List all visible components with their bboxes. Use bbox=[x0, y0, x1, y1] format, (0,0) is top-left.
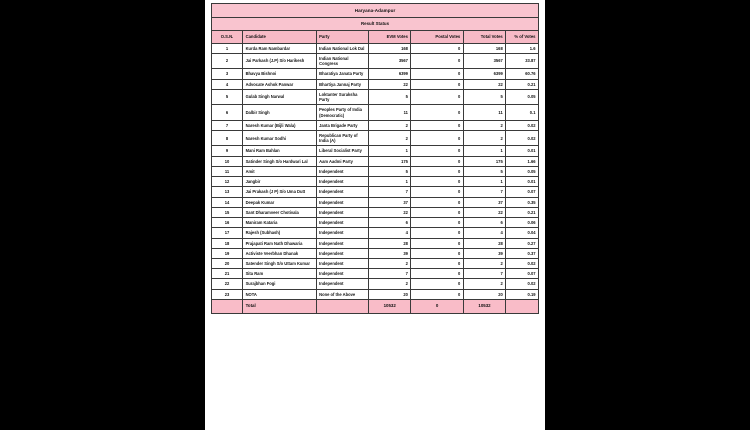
cell-party: Independent bbox=[316, 248, 368, 258]
cell-osn: 16 bbox=[212, 218, 243, 228]
cell-candidate: Satender Singh S/o Uttam Kumar bbox=[243, 259, 317, 269]
cell-candidate: Naresh Kumar Sodhi bbox=[243, 130, 317, 145]
cell-postal-votes: 0 bbox=[411, 89, 463, 104]
table-header bbox=[212, 4, 539, 44]
cell-total-votes: 5 bbox=[463, 89, 506, 104]
cell-candidate: Maniram Kataria bbox=[243, 218, 317, 228]
cell-postal-votes: 0 bbox=[411, 228, 463, 238]
table-row bbox=[212, 228, 539, 238]
cell-candidate: Advocate Ashok Panwar bbox=[243, 79, 317, 89]
cell-osn: 15 bbox=[212, 207, 243, 217]
cell-total-votes: 2 bbox=[463, 130, 506, 145]
cell-osn: 3 bbox=[212, 69, 243, 79]
cell-candidate: Gulab Singh Narwal bbox=[243, 89, 317, 104]
table-row bbox=[212, 89, 539, 104]
cell-postal-votes: 0 bbox=[411, 279, 463, 289]
cell-total-votes: 3567 bbox=[463, 53, 506, 68]
total-osn-cell bbox=[212, 299, 243, 313]
cell-evm-votes: 11 bbox=[368, 105, 411, 120]
cell-evm-votes: 2 bbox=[368, 130, 411, 145]
cell-total-votes: 11 bbox=[463, 105, 506, 120]
cell-percent-votes: 0.21 bbox=[506, 207, 539, 217]
table-row bbox=[212, 177, 539, 187]
cell-evm-votes: 2 bbox=[368, 279, 411, 289]
cell-total-votes: 1 bbox=[463, 177, 506, 187]
cell-osn: 21 bbox=[212, 269, 243, 279]
cell-total-votes: 6 bbox=[463, 218, 506, 228]
table-row bbox=[212, 130, 539, 145]
cell-candidate: Deepak Kumar bbox=[243, 197, 317, 207]
cell-osn: 7 bbox=[212, 120, 243, 130]
cell-percent-votes: 0.02 bbox=[506, 130, 539, 145]
cell-party: Aam Aadmi Party bbox=[316, 156, 368, 166]
table-row bbox=[212, 269, 539, 279]
cell-osn: 6 bbox=[212, 105, 243, 120]
cell-evm-votes: 22 bbox=[368, 207, 411, 217]
cell-osn: 4 bbox=[212, 79, 243, 89]
cell-evm-votes: 5 bbox=[368, 166, 411, 176]
cell-party: Janta Brigade Party bbox=[316, 120, 368, 130]
column-header-osn: O.S.N. bbox=[212, 30, 243, 43]
cell-party: Independent bbox=[316, 269, 368, 279]
table-row bbox=[212, 289, 539, 299]
cell-osn: 1 bbox=[212, 43, 243, 53]
column-header-postal-votes: Postal Votes bbox=[411, 30, 463, 43]
document-page bbox=[205, 0, 545, 430]
cell-evm-votes: 1 bbox=[368, 146, 411, 156]
cell-evm-votes: 20 bbox=[368, 289, 411, 299]
cell-evm-votes: 37 bbox=[368, 197, 411, 207]
cell-total-votes: 2 bbox=[463, 279, 506, 289]
cell-party: Independent bbox=[316, 218, 368, 228]
table-row bbox=[212, 166, 539, 176]
cell-postal-votes: 0 bbox=[411, 187, 463, 197]
cell-osn: 11 bbox=[212, 166, 243, 176]
cell-osn: 23 bbox=[212, 289, 243, 299]
cell-postal-votes: 0 bbox=[411, 177, 463, 187]
cell-postal-votes: 0 bbox=[411, 197, 463, 207]
cell-candidate: Mani Ram Bahlan bbox=[243, 146, 317, 156]
cell-percent-votes: 0.02 bbox=[506, 279, 539, 289]
cell-party: Liberal Socialist Party bbox=[316, 146, 368, 156]
cell-postal-votes: 0 bbox=[411, 69, 463, 79]
total-postal-votes: 0 bbox=[411, 299, 463, 313]
cell-percent-votes: 0.37 bbox=[506, 248, 539, 258]
cell-party: Independent bbox=[316, 228, 368, 238]
cell-candidate: Jai Prakash (J P) S/o Uma Dutt bbox=[243, 187, 317, 197]
cell-postal-votes: 0 bbox=[411, 207, 463, 217]
cell-evm-votes: 6399 bbox=[368, 69, 411, 79]
constituency-title-row bbox=[212, 4, 539, 18]
total-label-cell: Total bbox=[243, 299, 317, 313]
cell-osn: 9 bbox=[212, 146, 243, 156]
cell-party: Loktanter Suraksha Party bbox=[316, 89, 368, 104]
cell-candidate: Dalbir Singh bbox=[243, 105, 317, 120]
cell-total-votes: 20 bbox=[463, 289, 506, 299]
table-row bbox=[212, 146, 539, 156]
cell-postal-votes: 0 bbox=[411, 248, 463, 258]
table-row bbox=[212, 259, 539, 269]
cell-postal-votes: 0 bbox=[411, 218, 463, 228]
cell-percent-votes: 1.66 bbox=[506, 156, 539, 166]
cell-evm-votes: 28 bbox=[368, 238, 411, 248]
table-row bbox=[212, 248, 539, 258]
cell-total-votes: 5 bbox=[463, 166, 506, 176]
table-row bbox=[212, 197, 539, 207]
result-status-row bbox=[212, 17, 539, 30]
cell-party: Republican Party of India (A) bbox=[316, 130, 368, 145]
cell-evm-votes: 1 bbox=[368, 177, 411, 187]
cell-party: Independent bbox=[316, 166, 368, 176]
cell-candidate: NOTA bbox=[243, 289, 317, 299]
election-result-table bbox=[211, 3, 539, 314]
cell-candidate: Jai Parkash (J.P) S/o Harikesh bbox=[243, 53, 317, 68]
cell-evm-votes: 2 bbox=[368, 259, 411, 269]
cell-total-votes: 1 bbox=[463, 146, 506, 156]
column-header-candidate: Candidate bbox=[243, 30, 317, 43]
cell-evm-votes: 7 bbox=[368, 269, 411, 279]
cell-percent-votes: 0.02 bbox=[506, 120, 539, 130]
cell-percent-votes: 0.07 bbox=[506, 187, 539, 197]
cell-party: Bharatiya Janata Party bbox=[316, 69, 368, 79]
cell-total-votes: 168 bbox=[463, 43, 506, 53]
cell-postal-votes: 0 bbox=[411, 105, 463, 120]
column-header-party: Party bbox=[316, 30, 368, 43]
column-header-total-votes: Total Votes bbox=[463, 30, 506, 43]
cell-total-votes: 175 bbox=[463, 156, 506, 166]
cell-candidate: Rajesh (Subhash) bbox=[243, 228, 317, 238]
cell-percent-votes: 0.35 bbox=[506, 197, 539, 207]
cell-party: Independent bbox=[316, 259, 368, 269]
cell-evm-votes: 39 bbox=[368, 248, 411, 258]
total-row bbox=[212, 299, 539, 313]
cell-candidate: Activiste Veerbhan Dhanak bbox=[243, 248, 317, 258]
cell-osn: 19 bbox=[212, 248, 243, 258]
cell-evm-votes: 175 bbox=[368, 156, 411, 166]
cell-party: Indian National Congress bbox=[316, 53, 368, 68]
table-row bbox=[212, 120, 539, 130]
cell-candidate: Naresh Kumar (Bijli Wala) bbox=[243, 120, 317, 130]
cell-postal-votes: 0 bbox=[411, 120, 463, 130]
cell-percent-votes: 33.87 bbox=[506, 53, 539, 68]
cell-total-votes: 39 bbox=[463, 248, 506, 258]
cell-candidate: Kurda Ram Nambardar bbox=[243, 43, 317, 53]
cell-postal-votes: 0 bbox=[411, 259, 463, 269]
cell-percent-votes: 0.19 bbox=[506, 289, 539, 299]
cell-party: Indian National Lok Dal bbox=[316, 43, 368, 53]
cell-percent-votes: 0.21 bbox=[506, 79, 539, 89]
cell-osn: 20 bbox=[212, 259, 243, 269]
cell-party: Independent bbox=[316, 187, 368, 197]
result-status-label: Result Status bbox=[212, 17, 539, 30]
cell-osn: 13 bbox=[212, 187, 243, 197]
cell-postal-votes: 0 bbox=[411, 289, 463, 299]
cell-postal-votes: 0 bbox=[411, 238, 463, 248]
table-row bbox=[212, 53, 539, 68]
cell-osn: 5 bbox=[212, 89, 243, 104]
cell-osn: 14 bbox=[212, 197, 243, 207]
cell-percent-votes: 0.1 bbox=[506, 105, 539, 120]
cell-postal-votes: 0 bbox=[411, 130, 463, 145]
cell-osn: 8 bbox=[212, 130, 243, 145]
cell-party: Independent bbox=[316, 238, 368, 248]
cell-party: Independent bbox=[316, 207, 368, 217]
cell-evm-votes: 4 bbox=[368, 228, 411, 238]
cell-osn: 2 bbox=[212, 53, 243, 68]
table-row bbox=[212, 69, 539, 79]
cell-percent-votes: 60.76 bbox=[506, 69, 539, 79]
cell-postal-votes: 0 bbox=[411, 43, 463, 53]
cell-osn: 12 bbox=[212, 177, 243, 187]
cell-candidate: Sita Ram bbox=[243, 269, 317, 279]
cell-candidate: Satinder Singh S/o Hardwari Lal bbox=[243, 156, 317, 166]
cell-total-votes: 22 bbox=[463, 207, 506, 217]
cell-postal-votes: 0 bbox=[411, 269, 463, 279]
cell-percent-votes: 0.27 bbox=[506, 238, 539, 248]
cell-total-votes: 7 bbox=[463, 187, 506, 197]
cell-percent-votes: 0.05 bbox=[506, 89, 539, 104]
total-percent bbox=[506, 299, 539, 313]
table-body bbox=[212, 43, 539, 299]
cell-percent-votes: 1.6 bbox=[506, 43, 539, 53]
cell-evm-votes: 168 bbox=[368, 43, 411, 53]
cell-candidate: Sant Dharamveer Chotivala bbox=[243, 207, 317, 217]
cell-party: None of the Above bbox=[316, 289, 368, 299]
table-row bbox=[212, 187, 539, 197]
cell-osn: 18 bbox=[212, 238, 243, 248]
cell-evm-votes: 2 bbox=[368, 120, 411, 130]
cell-postal-votes: 0 bbox=[411, 166, 463, 176]
cell-percent-votes: 0.06 bbox=[506, 218, 539, 228]
cell-total-votes: 37 bbox=[463, 197, 506, 207]
cell-percent-votes: 0.04 bbox=[506, 228, 539, 238]
table-row bbox=[212, 79, 539, 89]
table-row bbox=[212, 43, 539, 53]
cell-total-votes: 4 bbox=[463, 228, 506, 238]
table-row bbox=[212, 105, 539, 120]
table-row bbox=[212, 207, 539, 217]
cell-total-votes: 28 bbox=[463, 238, 506, 248]
cell-candidate: Prajapati Ram Nath Dhawaria bbox=[243, 238, 317, 248]
total-total-votes: 10532 bbox=[463, 299, 506, 313]
cell-osn: 10 bbox=[212, 156, 243, 166]
table-footer bbox=[212, 299, 539, 313]
cell-party: Bhartiya Jannaj Party bbox=[316, 79, 368, 89]
table-row bbox=[212, 156, 539, 166]
cell-party: Peoples Party of India (Democratic) bbox=[316, 105, 368, 120]
total-evm-votes: 10532 bbox=[368, 299, 411, 313]
cell-total-votes: 2 bbox=[463, 120, 506, 130]
cell-total-votes: 6399 bbox=[463, 69, 506, 79]
table-row bbox=[212, 238, 539, 248]
cell-party: Independent bbox=[316, 279, 368, 289]
cell-candidate: Bhavya Bishnoi bbox=[243, 69, 317, 79]
cell-candidate: Surajbhan Fogi bbox=[243, 279, 317, 289]
total-party-cell bbox=[316, 299, 368, 313]
cell-percent-votes: 0.02 bbox=[506, 259, 539, 269]
cell-total-votes: 7 bbox=[463, 269, 506, 279]
cell-total-votes: 22 bbox=[463, 79, 506, 89]
cell-percent-votes: 0.01 bbox=[506, 146, 539, 156]
cell-postal-votes: 0 bbox=[411, 156, 463, 166]
cell-party: Independent bbox=[316, 177, 368, 187]
cell-party: Independent bbox=[316, 197, 368, 207]
cell-evm-votes: 3567 bbox=[368, 53, 411, 68]
cell-postal-votes: 0 bbox=[411, 79, 463, 89]
column-header-evm-votes: EVM Votes bbox=[368, 30, 411, 43]
cell-percent-votes: 0.07 bbox=[506, 269, 539, 279]
cell-evm-votes: 6 bbox=[368, 218, 411, 228]
cell-postal-votes: 0 bbox=[411, 146, 463, 156]
cell-candidate: Amit bbox=[243, 166, 317, 176]
column-header-row bbox=[212, 30, 539, 43]
cell-percent-votes: 0.01 bbox=[506, 177, 539, 187]
cell-total-votes: 2 bbox=[463, 259, 506, 269]
column-header-percent-votes: % of Votes bbox=[506, 30, 539, 43]
cell-evm-votes: 7 bbox=[368, 187, 411, 197]
cell-percent-votes: 0.05 bbox=[506, 166, 539, 176]
cell-postal-votes: 0 bbox=[411, 53, 463, 68]
cell-candidate: Jangbir bbox=[243, 177, 317, 187]
cell-osn: 17 bbox=[212, 228, 243, 238]
table-row bbox=[212, 218, 539, 228]
cell-osn: 22 bbox=[212, 279, 243, 289]
cell-evm-votes: 5 bbox=[368, 89, 411, 104]
table-row bbox=[212, 279, 539, 289]
cell-evm-votes: 22 bbox=[368, 79, 411, 89]
constituency-title: Haryana-Adampur bbox=[212, 4, 539, 18]
